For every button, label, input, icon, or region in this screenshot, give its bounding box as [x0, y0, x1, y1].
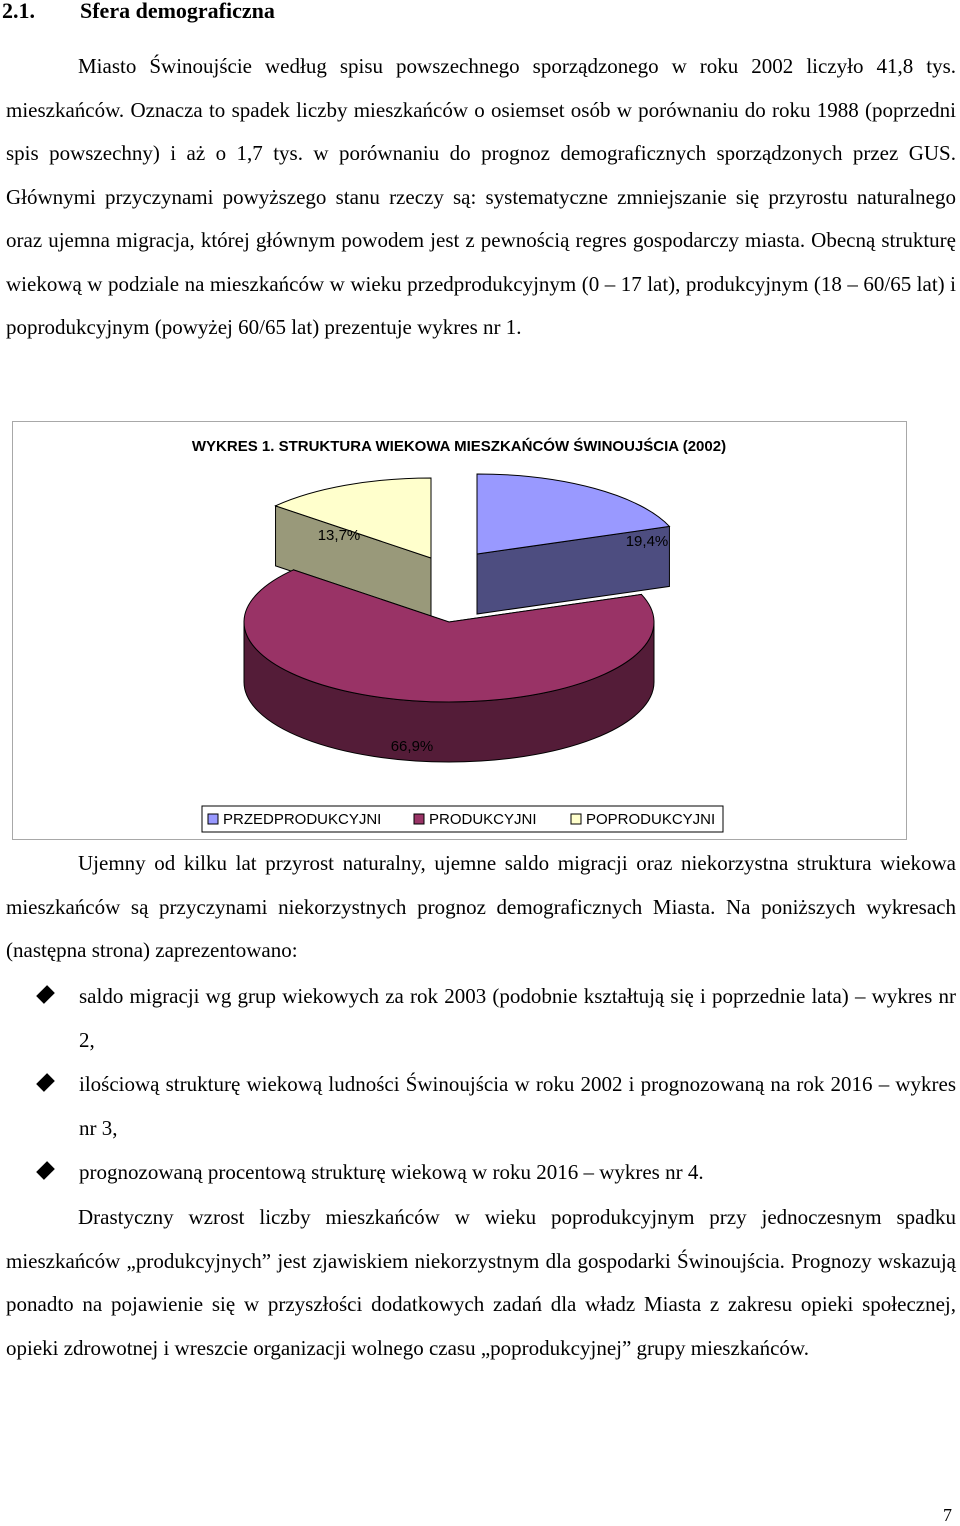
list-item: [0, 1151, 956, 1195]
pie-data-label: 13,7%: [317, 527, 361, 544]
list-item: [0, 1063, 956, 1150]
legend-swatch: [414, 814, 424, 824]
diamond-bullet-icon: [36, 985, 55, 1004]
list-item-text: saldo migracji wg grup wiekowych za rok 2003 (podobnie kształtują się i poprzednie lata) – wykres nr 2,: [79, 984, 956, 1052]
page-number: 7: [943, 1505, 952, 1525]
list-item: [0, 975, 956, 1062]
legend-swatch: [208, 814, 218, 824]
legend-label: PRZEDPRODUKCYJNI: [223, 811, 382, 828]
paragraph-conclusion: Drastyczny wzrost liczby mieszkańców w wieku poprodukcyjnym przy jednoczesnym spadku mieszkańców „produkcyjnych” jest zjawiskiem niekorzystnym dla gospodarki Świnoujścia. Prognozy wskazują ponadto na pojawienie się w przyszłości dodatkowych zadań dla władz Miasta z zakresu opieki społecznej, opieki zdrowotnej i wreszcie organizacji wolnego czasu „poprodukcyjnej” grupy mieszkańców.: [6, 1205, 956, 1360]
section-number: 2.1.: [2, 0, 35, 23]
legend-label: POPRODUKCYJNI: [586, 811, 716, 828]
paragraph-intro: Miasto Świnoujście według spisu powszechnego sporządzonego w roku 2002 liczyło 41,8 tys. mieszkańców. Oznacza to spadek liczby mieszkańców o osiemset osób w porównaniu do roku 1988 (poprzedni spis powszechny) i aż o 1,7 tys. w porównaniu do prognoz demograficznych sporządzonych przez GUS. Głównymi przyczynami powyższego stanu rzeczy są: systematyczne zmniejszanie się przyrostu naturalnego oraz ujemna migracja, której głównym powodem jest z pewnością regres gospodarczy miasta. Obecną strukturę wiekową w podziale na mieszkańców w wieku przedprodukcyjnym (0 – 17 lat), produkcyjnym (18 – 60/65 lat) i poprodukcyjnym (powyżej 60/65 lat) prezentuje wykres nr 1.: [6, 54, 956, 339]
pie-chart-svg: [13, 422, 906, 839]
list-item-text: prognozowaną procentową strukturę wiekową w roku 2016 – wykres nr 4.: [79, 1160, 704, 1184]
section-heading: [2, 0, 275, 24]
diamond-bullet-icon: [36, 1073, 55, 1092]
diamond-bullet-icon: [36, 1161, 55, 1180]
legend-swatch: [571, 814, 581, 824]
age-structure-chart: [12, 421, 907, 840]
pie-data-label: 19,4%: [625, 533, 669, 550]
charts-list: [0, 975, 956, 1196]
list-item-text: ilościową strukturę wiekową ludności Świnoujścia w roku 2002 i prognozowaną na rok 2016 – wykres nr 3,: [79, 1072, 956, 1140]
chart-title: WYKRES 1. STRUKTURA WIEKOWA MIESZKAŃCÓW ŚWINOUJŚCIA (2002): [191, 438, 727, 455]
pie-data-label: 66,9%: [390, 738, 434, 755]
section-title: Sfera demograficzna: [80, 0, 275, 23]
paragraph-summary: Ujemny od kilku lat przyrost naturalny, ujemne saldo migracji oraz niekorzystna struktura wiekowa mieszkańców są przyczynami niekorzystnych prognoz demograficznych Miasta. Na poniższych wykresach (następna strona) zaprezentowano:: [6, 851, 956, 962]
legend-label: PRODUKCYJNI: [429, 811, 537, 828]
